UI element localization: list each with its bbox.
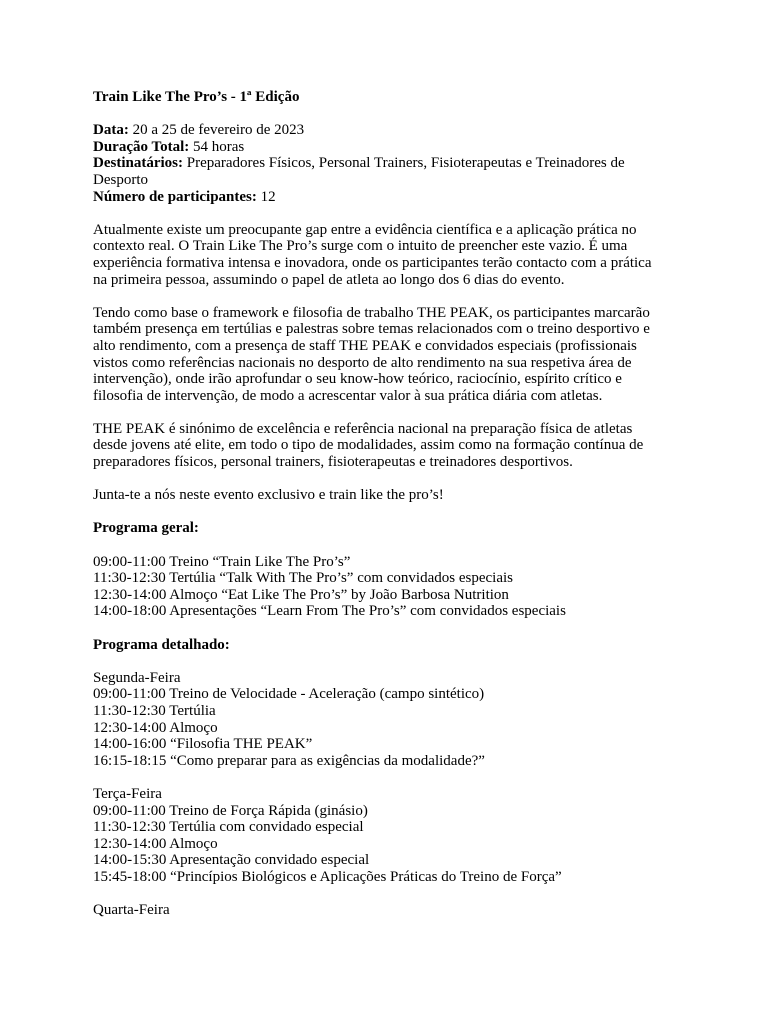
list-item: 11:30-12:30 Tertúlia “Talk With The Pro’s” com convidados especiais: [93, 570, 513, 587]
duration-label: Duração Total:: [93, 138, 190, 155]
duration-line: [93, 139, 693, 156]
list-item: 12:30-14:00 Almoço: [93, 719, 218, 736]
paragraph-line: preparadores físicos, personal trainers, fisioterapeutas e treinadores desportivos.: [93, 454, 573, 471]
participants-line: [93, 189, 693, 206]
paragraph-line: Tendo como base o framework e filosofia de trabalho THE PEAK, os participantes marcarão: [93, 304, 650, 321]
paragraph-line: também presença em tertúlias e palestras sobre temas relacionados com o treino desportivo e: [93, 321, 650, 338]
document-body: [93, 89, 693, 919]
paragraph-line: contexto real. O Train Like The Pro’s surge com o intuito de preencher este vazio. É uma: [93, 238, 628, 255]
list-item: 16:15-18:15 “Como preparar para as exigências da modalidade?”: [93, 752, 485, 769]
list-item: 12:30-14:00 Almoço: [93, 835, 218, 852]
day-title: Terça-Feira: [93, 785, 162, 802]
list-item: 15:45-18:00 “Princípios Biológicos e Aplicações Práticas do Treino de Força”: [93, 868, 562, 885]
paragraph-line: vistos como referências nacionais no desporto de alto rendimento na sua respetiva área de: [93, 354, 632, 371]
list-item: 14:00-18:00 Apresentações “Learn From The Pro’s” com convidados especiais: [93, 603, 566, 620]
document-title: Train Like The Pro’s - 1ª Edição: [93, 89, 300, 105]
list-item: 09:00-11:00 Treino “Train Like The Pro’s”: [93, 553, 351, 570]
date-label: Data:: [93, 122, 129, 139]
day-tuesday: [93, 786, 693, 886]
date-line: [93, 122, 693, 139]
list-item: 14:00-16:00 “Filosofia THE PEAK”: [93, 736, 313, 753]
paragraph-line: alto rendimento, com a presença de staff THE PEAK e convidados especiais (profissionais: [93, 337, 637, 354]
paragraph-the-peak: [93, 421, 693, 471]
list-item: 11:30-12:30 Tertúlia com convidado especial: [93, 819, 364, 836]
list-item: 12:30-14:00 Almoço “Eat Like The Pro’s” by João Barbosa Nutrition: [93, 586, 509, 603]
general-program-heading: Programa geral:: [93, 520, 199, 537]
audience-value: Preparadores Físicos, Personal Trainers, Fisioterapeutas e Treinadores de: [183, 155, 625, 172]
list-item: 09:00-11:00 Treino de Velocidade - Aceleração (campo sintético): [93, 686, 485, 703]
paragraph-line: desde jovens até elite, em todo o tipo de modalidades, assim como na formação contínua de: [93, 437, 644, 454]
duration-value: 54 horas: [189, 138, 245, 155]
day-title: Quarta-Feira: [93, 902, 170, 919]
audience-line-2: Desporto: [93, 171, 148, 188]
general-program-list: [93, 554, 693, 620]
day-title: Segunda-Feira: [93, 669, 181, 686]
paragraph-line: experiência formativa intensa e inovadora, onde os participantes terão contacto com a prática: [93, 254, 652, 271]
date-value: 20 a 25 de fevereiro de 2023: [128, 122, 305, 139]
list-item: 11:30-12:30 Tertúlia: [93, 702, 216, 719]
day-wednesday: [93, 902, 693, 919]
paragraph-line: THE PEAK é sinónimo de excelência e referência nacional na preparação física de atletas: [93, 420, 633, 437]
paragraph-line: Atualmente existe um preocupante gap entre a evidência científica e a aplicação prática no: [93, 221, 637, 238]
paragraph-invite: Junta-te a nós neste evento exclusivo e train like the pro’s!: [93, 487, 444, 504]
list-item: 14:00-15:30 Apresentação convidado especial: [93, 852, 370, 869]
day-monday: [93, 670, 693, 770]
participants-label: Número de participantes:: [93, 188, 257, 205]
paragraph-line: filosofia de intervenção, de modo a acrescentar valor à sua prática diária com atletas.: [93, 387, 603, 404]
detailed-program-heading: Programa detalhado:: [93, 636, 230, 653]
audience-label: Destinatários:: [93, 155, 183, 172]
paragraph-framework: [93, 305, 693, 405]
participants-value: 12: [256, 188, 276, 205]
audience-line: [93, 155, 693, 172]
paragraph-line: na primeira pessoa, assumindo o papel de atleta ao longo dos 6 dias do evento.: [93, 271, 565, 288]
paragraph-intro: [93, 222, 693, 288]
paragraph-line: intervenção), onde irão aprofundar o seu know-how teórico, raciocínio, espírito crítico e: [93, 371, 622, 388]
list-item: 09:00-11:00 Treino de Força Rápida (ginásio): [93, 802, 368, 819]
